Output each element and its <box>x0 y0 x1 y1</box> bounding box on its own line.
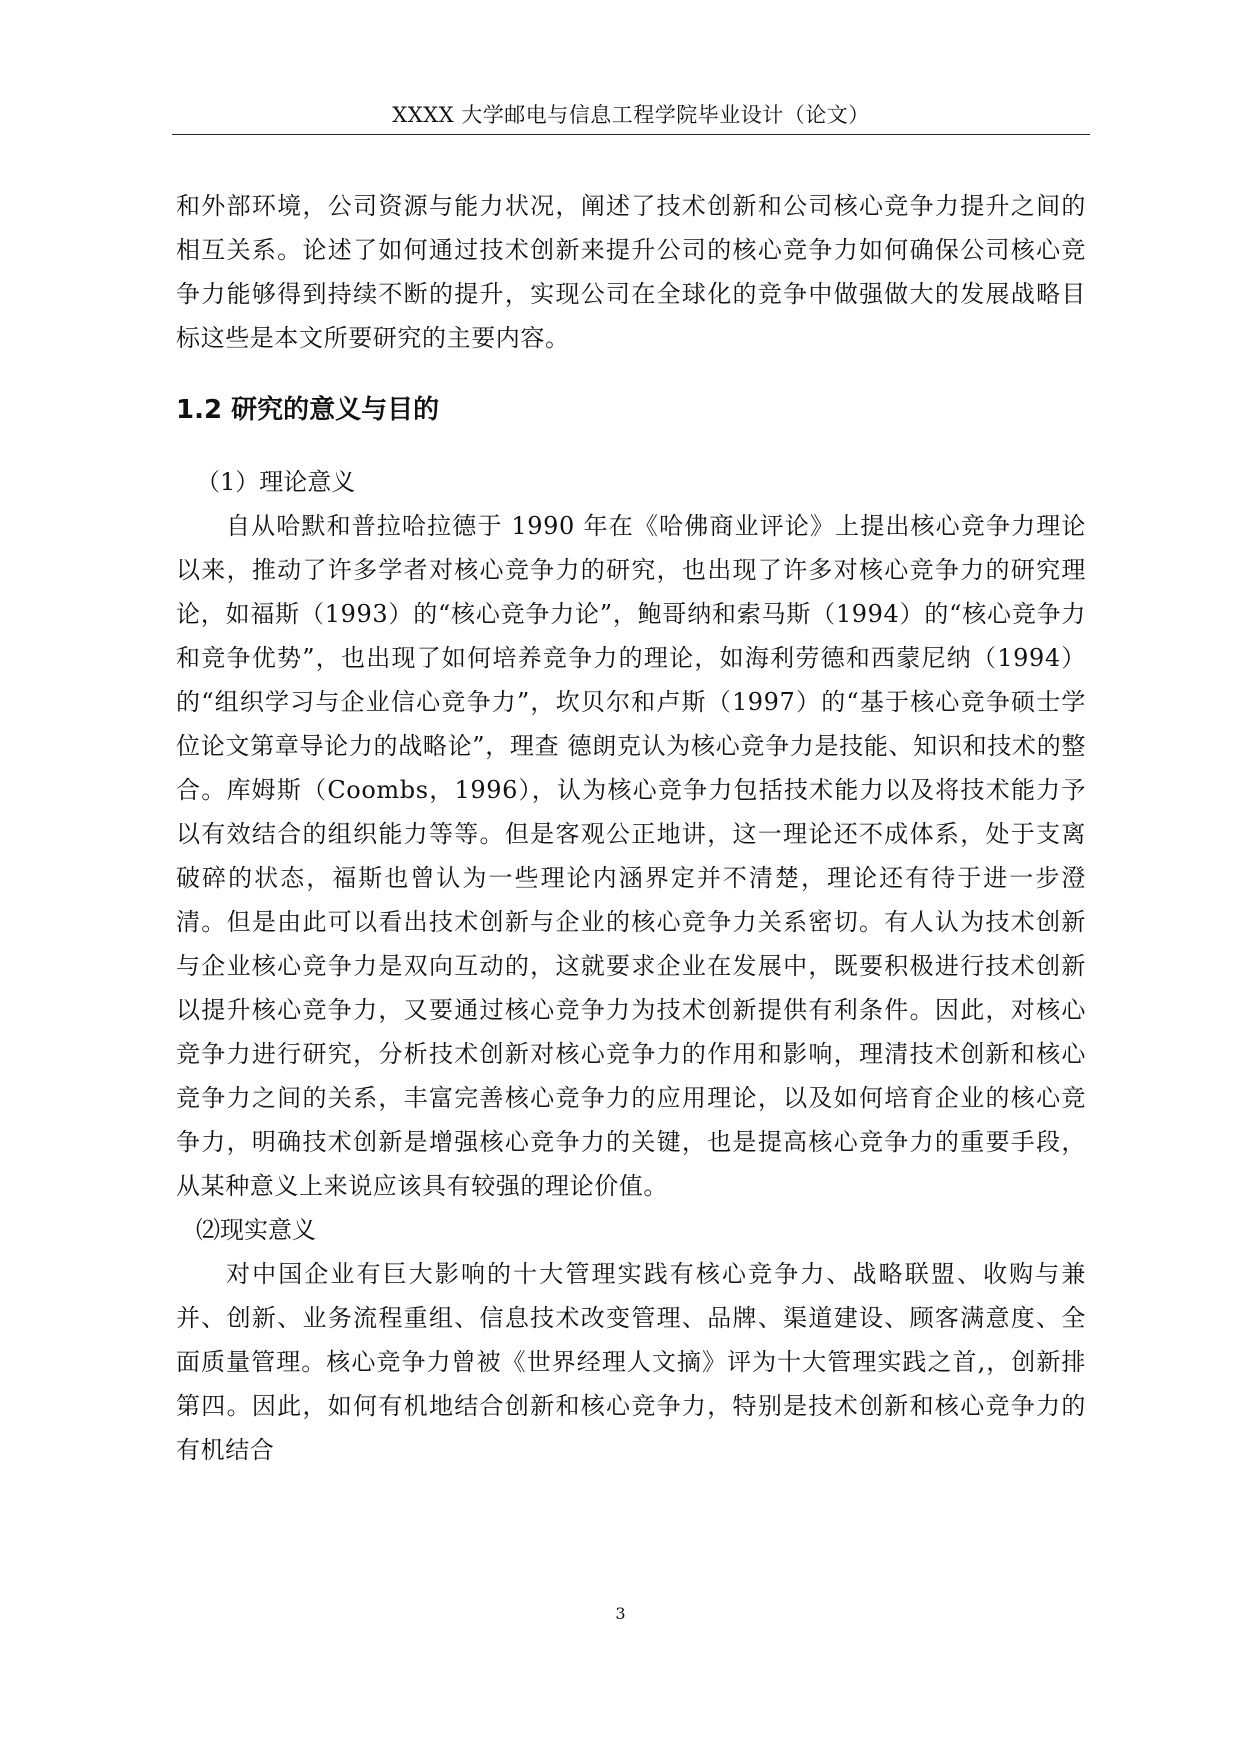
paragraph-intro: 和外部环境，公司资源与能力状况，阐述了技术创新和公司核心竞争力提升之间的相互关系。论述了如何通过技术创新来提升公司的核心竞争力如何确保公司核心竞争力能够得到持续不断的提升，实现公司在全球化的竞争中做强做大的发展战略目标这些是本文所要研究的主要内容。 <box>176 192 1086 352</box>
subheading-practice: ⑵现实意义 <box>196 1216 316 1244</box>
page-number: 3 <box>615 1604 626 1623</box>
document-body <box>176 184 1086 1472</box>
paragraph-practice: 对中国企业有巨大影响的十大管理实践有核心竞争力、战略联盟、收购与兼并、创新、业务流程重组、信息技术改变管理、品牌、渠道建设、顾客满意度、全面质量管理。核心竞争力曾被《世界经理人文摘》评为十大管理实践之首,，创新排第四。因此，如何有机地结合创新和核心竞争力，特别是技术创新和核心竞争力的有机结合 <box>176 1260 1086 1464</box>
section-heading: 1.2 研究的意义与目的 <box>176 395 440 425</box>
header-divider <box>172 134 1090 135</box>
running-header: XXXX 大学邮电与信息工程学院毕业设计（论文） <box>392 103 870 127</box>
subheading-theory: （1）理论意义 <box>196 468 356 496</box>
paragraph-theory: 自从哈默和普拉哈拉德于 1990 年在《哈佛商业评论》上提出核心竞争力理论以来，推动了许多学者对核心竞争力的研究，也出现了许多对核心竞争力的研究理论，如福斯（1993）的“核心竞争力论”，鲍哥纳和索马斯（1994）的“核心竞争力和竞争优势”，也出现了如何培养竞争力的理论，如海利劳德和西蒙尼纳（1994）的“组织学习与企业信心竞争力”，坎贝尔和卢斯（1997）的“基于核心竞争硕士学位论文第章导论力的战略论”，理查 德朗克认为核心竞争力是技能、知识和技术的整合。库姆斯（Coombs，1996），认为核心竞争力包括技术能力以及将技术能力予以有效结合的组织能力等等。但是客观公正地讲，这一理论还不成体系，处于支离破碎的状态，福斯也曾认为一些理论内涵界定并不清楚，理论还有待于进一步澄清。但是由此可以看出技术创新与企业的核心竞争力关系密切。有人认为技术创新与企业核心竞争力是双向互动的，这就要求企业在发展中，既要积极进行技术创新以提升核心竞争力，又要通过核心竞争力为技术创新提供有利条件。因此，对核心竞争力进行研究，分析技术创新对核心竞争力的作用和影响，理清技术创新和核心竞争力之间的关系，丰富完善核心竞争力的应用理论，以及如何培育企业的核心竞争力，明确技术创新是增强核心竞争力的关键，也是提高核心竞争力的重要手段，从某种意义上来说应该具有较强的理论价值。 <box>176 512 1086 1200</box>
